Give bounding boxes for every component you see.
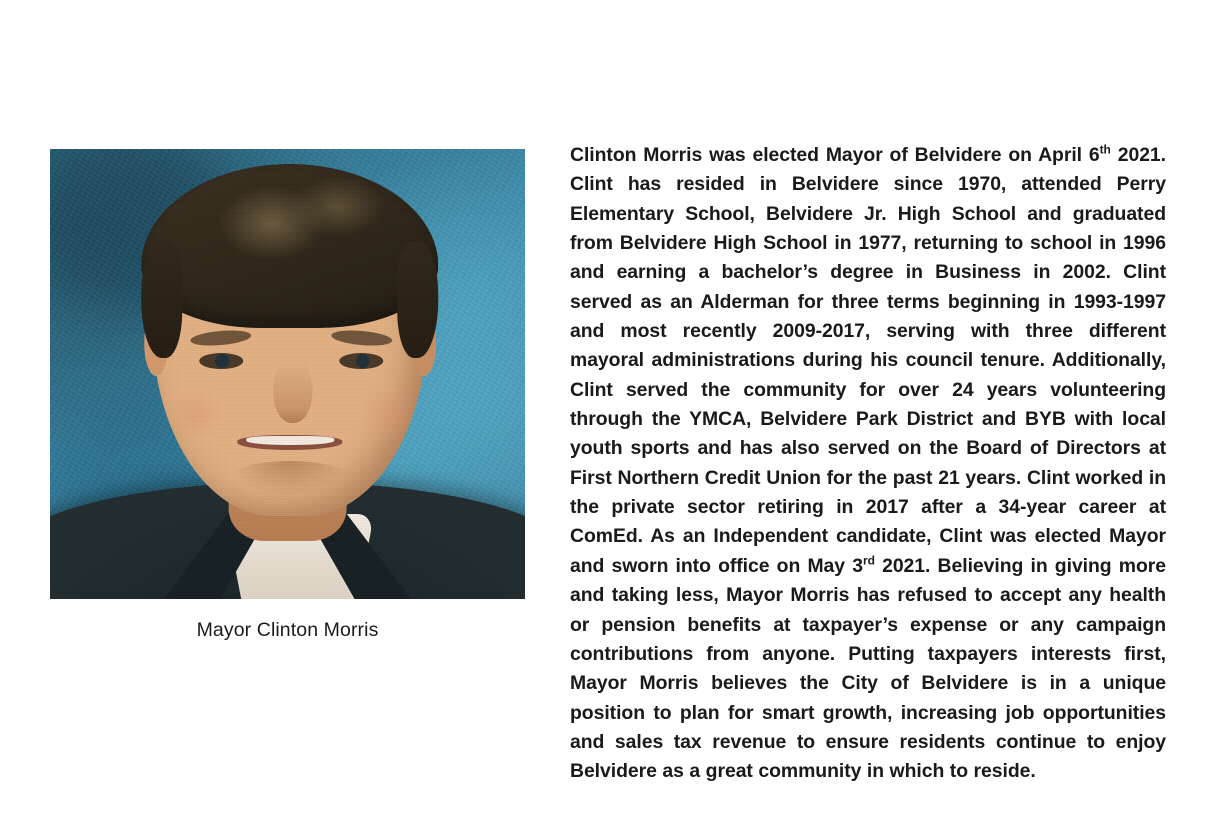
ordinal-suffix-may: rd [862, 553, 875, 568]
cheek-left [169, 386, 224, 441]
bio-segment-2: 2021. Clint has resided in Belvidere since 1970, attended Perry Elementary School, Belvidere Jr. High School and graduated from Belvidere High School in 1977, returning to school in 1996 and earning a bachelor’s degree in Business in 2002. Clint served as an Alderman for three terms beginning in 1993-1997 and most recently 2009-2017, serving with three different mayoral administrations during his council tenure. Additionally, Clint served the community for over 24 years volunteering through the YMCA, Belvidere Park District and BYB with local youth sports and has also served on the Board of Directors at First Northern Credit Union for the past 21 years. Clint worked in the private sector retiring in 2017 after a 34-year career at ComEd. As an Independent candidate, Clint was elected Mayor and sworn into office on May 3 [570, 144, 1167, 577]
face [152, 174, 428, 516]
eye-right [339, 353, 383, 369]
chin-shadow [229, 461, 350, 495]
mayor-photo-block [50, 149, 525, 642]
ordinal-suffix-april: th [1099, 142, 1111, 157]
eyebrow-left [190, 328, 252, 348]
mayor-biography-text [570, 141, 1166, 787]
hair-side-left [141, 242, 182, 358]
eye-left [199, 353, 243, 369]
nose [273, 362, 312, 424]
bio-segment-3: 2021. Believing in giving more and taking less, Mayor Morris has refused to accept any health or pension benefits at taxpayer’s expense or any campaign contributions from anyone. Putting taxpayers interests first, Mayor Morris believes the City of Belvidere is in a unique position to plan for smart growth, increasing job opportunities and sales tax revenue to ensure residents continue to enjoy [570, 554, 1167, 753]
teeth [246, 436, 334, 445]
hair-side-right [397, 242, 438, 358]
cheek-right [359, 386, 414, 441]
bio-segment-4: Belvidere as a great community in which to reside. [570, 760, 1036, 783]
photo-caption: Mayor Clinton Morris [196, 619, 379, 641]
mayor-portrait-photo [50, 149, 525, 599]
bio-segment-1: Clinton Morris was elected Mayor of Belvidere on April 6 [570, 144, 1100, 166]
mouth [238, 435, 343, 450]
eyebrow-right [331, 328, 393, 348]
